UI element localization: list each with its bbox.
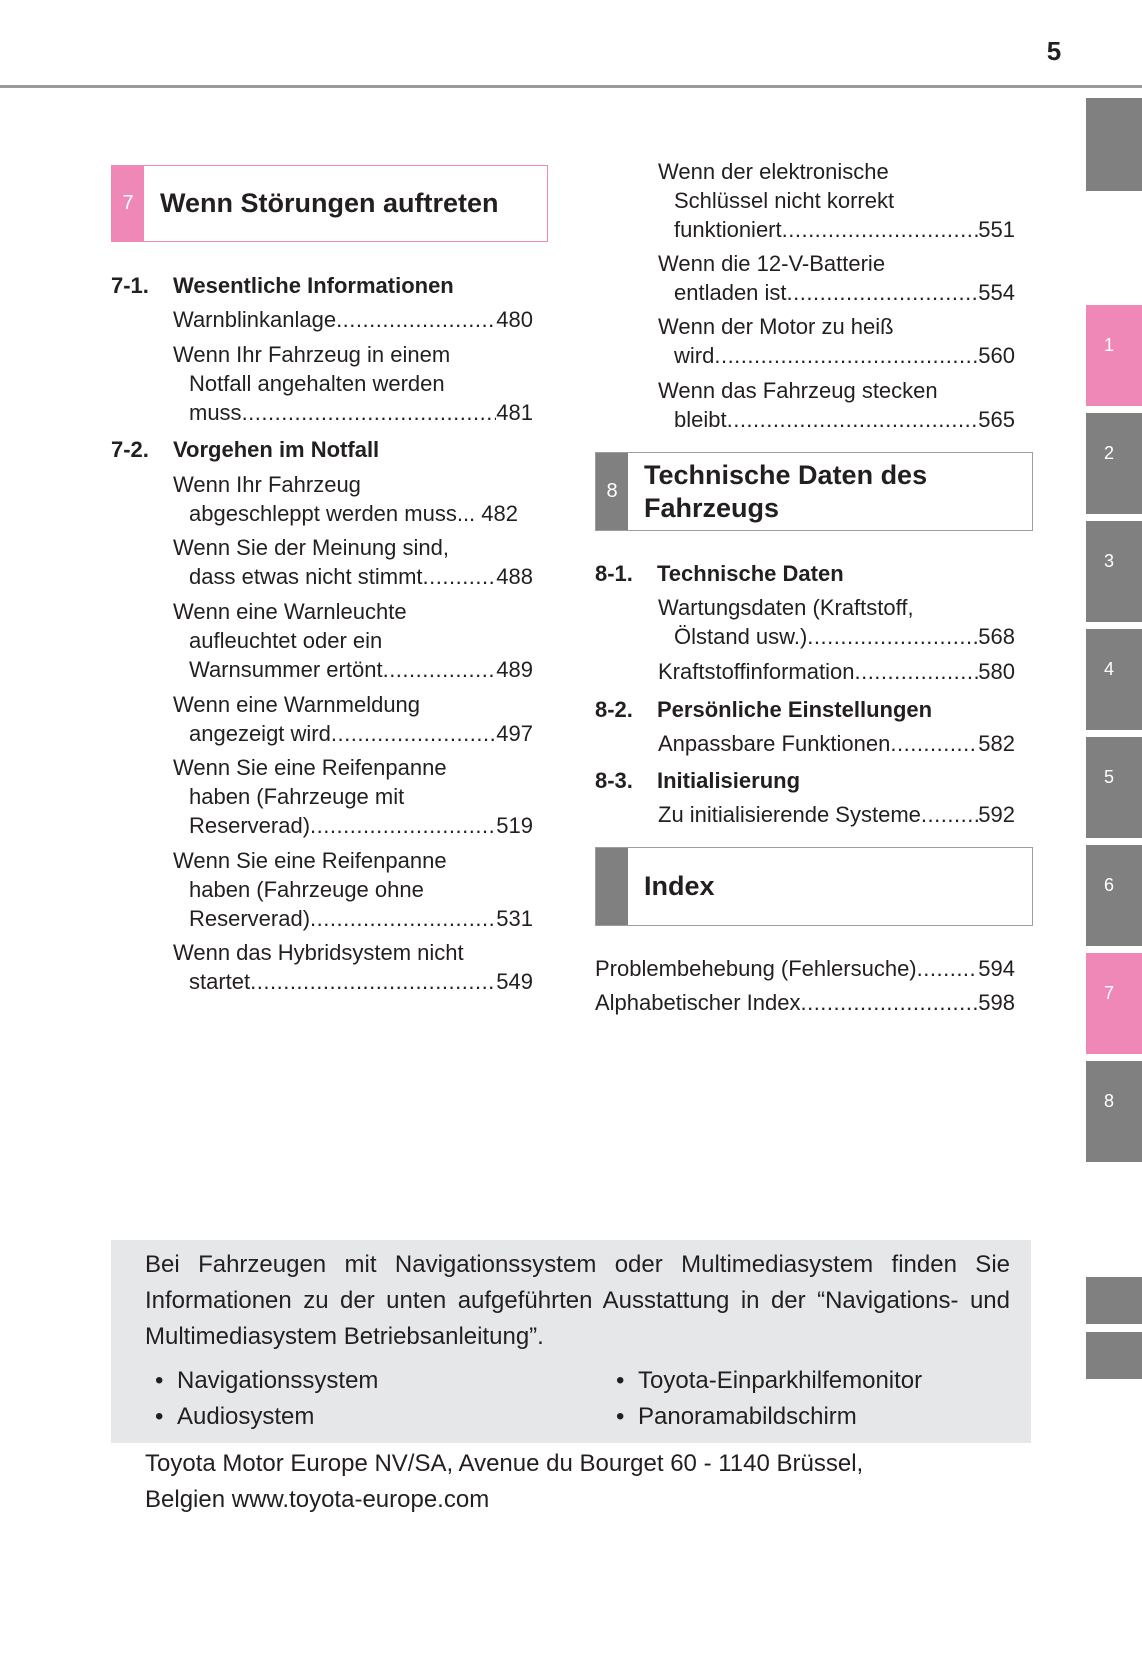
leader-dots (921, 802, 978, 828)
tab-chapter-1[interactable]: 1 (1086, 305, 1142, 406)
leader-dots (423, 564, 497, 590)
chapter-8-title (644, 453, 1024, 530)
tab-blank-bottom-1[interactable] (1086, 1277, 1142, 1324)
toc-entry-line[interactable]: Wenn eine Warnmeldung (173, 692, 421, 717)
chapter-7-header[interactable] (111, 165, 548, 242)
leader-dots (917, 956, 979, 982)
chapter-7-number: 7 (112, 166, 144, 241)
tab-chapter-3[interactable]: 3 (1086, 521, 1142, 622)
index-marker (596, 848, 628, 925)
page-ref: 594 (978, 956, 1015, 981)
toc-entry-reifenpanne-mit[interactable]: Reserverad) ..... 519 (189, 813, 533, 839)
page-ref: 568 (978, 624, 1015, 649)
toc-entry-kraftstoffinformation[interactable]: Kraftstoffinformation ..... 580 (658, 659, 1015, 685)
tab-chapter-8[interactable]: 8 (1086, 1061, 1142, 1162)
page-ref: 519 (496, 813, 533, 838)
toc-entry-reifenpanne-ohne[interactable]: Reserverad) ..... 531 (189, 906, 533, 932)
page-ref: 481 (496, 400, 533, 425)
toc-entry-warnmeldung[interactable]: angezeigt wird ..... 497 (189, 721, 533, 747)
section-7-2[interactable] (111, 437, 541, 463)
toc-entry-line[interactable]: Wenn das Hybridsystem nicht (173, 940, 464, 965)
section-8-1[interactable] (595, 561, 1025, 587)
toc-entry-motor-heiss[interactable]: wird ..... 560 (674, 343, 1015, 369)
toc-entry-warnsummer[interactable]: Warnsummer ertönt ..... 489 (189, 657, 533, 683)
tab-chapter-7[interactable]: 7 (1086, 953, 1142, 1054)
page-ref: 598 (978, 990, 1015, 1015)
leader-dots (782, 217, 979, 243)
toc-entry-line[interactable]: Wartungsdaten (Kraftstoff, (658, 595, 914, 620)
tab-chapter-2[interactable]: 2 (1086, 413, 1142, 514)
page-ref: 592 (978, 802, 1015, 827)
toc-entry-line[interactable]: Wenn Sie eine Reifenpanne (173, 755, 447, 780)
page-ref: 488 (496, 564, 533, 589)
leader-dots (787, 280, 979, 306)
note-item: Audiosystem (177, 1403, 315, 1430)
section-title: Persönliche Einstellungen (657, 697, 933, 722)
note-item: Panoramabildschirm (638, 1403, 857, 1430)
toc-entry-warnblinkanlage[interactable]: Warnblinkanlage ..... 480 (173, 307, 533, 333)
leader-dots (242, 400, 497, 426)
bullet-icon: • (155, 1367, 164, 1394)
leader-dots (331, 721, 496, 747)
toc-entry-line[interactable]: Wenn das Fahrzeug stecken (658, 378, 938, 403)
page-ref: 560 (978, 343, 1015, 368)
page-ref: 554 (978, 280, 1015, 305)
note-bullet-list (111, 1358, 1031, 1441)
chapter-7-title: Wenn Störungen auftreten (160, 188, 499, 218)
section-title: Technische Daten (657, 561, 844, 586)
tab-chapter-5[interactable]: 5 (1086, 737, 1142, 838)
page-ref: ... 482 (456, 501, 518, 526)
page-ref: 497 (496, 721, 533, 746)
index-title: Index (644, 871, 715, 901)
toc-entry-line[interactable]: Wenn Sie der Meinung sind, (173, 535, 449, 560)
page-number: 5 (1046, 36, 1062, 66)
page-ref: 582 (978, 731, 1015, 756)
toc-entry-line[interactable]: Wenn Ihr Fahrzeug in einem (173, 342, 451, 367)
toc-entry-problembehebung[interactable]: Problembehebung (Fehlersuche) ..... 594 (595, 956, 1015, 982)
toc-entry-line[interactable]: Wenn Sie eine Reifenpanne (173, 848, 447, 873)
note-item: Navigationssystem (177, 1367, 379, 1394)
bullet-icon: • (616, 1403, 625, 1430)
toc-entry-line[interactable]: Notfall angehalten werden (189, 371, 445, 396)
index-header[interactable] (595, 847, 1033, 926)
footer-line-1: Toyota Motor Europe NV/SA, Avenue du Bourget 60 - 1140 Brüssel, (145, 1450, 864, 1477)
page-ref: 580 (978, 659, 1015, 684)
section-8-3[interactable] (595, 768, 1025, 794)
section-number: 8-3. (595, 768, 633, 793)
leader-dots (800, 990, 978, 1016)
toc-entry-wartungsdaten[interactable]: Ölstand usw.) ..... 568 (674, 624, 1015, 650)
leader-dots (250, 969, 496, 995)
toc-entry-stecken[interactable]: bleibt ..... 565 (674, 407, 1015, 433)
note-row (111, 1362, 1031, 1400)
toc-entry-batterie[interactable]: entladen ist ..... 554 (674, 280, 1015, 306)
toc-entry-line[interactable]: Wenn eine Warnleuchte (173, 599, 407, 624)
bullet-icon: • (155, 1403, 164, 1430)
page-ref: 549 (496, 969, 533, 994)
tab-chapter-6[interactable]: 6 (1086, 845, 1142, 946)
leader-dots (714, 343, 978, 369)
toc-entry-schluessel[interactable]: funktioniert ..... 551 (674, 217, 1015, 243)
toc-entry-line[interactable]: Wenn der Motor zu heiß (658, 314, 894, 339)
page-ref: 551 (978, 217, 1015, 242)
publisher-footer (145, 1446, 1005, 1518)
toc-entry-hybridsystem[interactable]: startet ..... 549 (189, 969, 533, 995)
page-ref: 531 (496, 906, 533, 931)
leader-dots (727, 407, 979, 433)
toc-entry-alphabetischer-index[interactable]: Alphabetischer Index ..... 598 (595, 990, 1015, 1016)
toc-entry-line[interactable]: haben (Fahrzeuge ohne (189, 877, 424, 902)
navigation-note-box (111, 1240, 1031, 1443)
toc-entry-line[interactable]: Schlüssel nicht korrekt (674, 188, 895, 213)
toc-entry-abgeschleppt[interactable]: abgeschleppt werden muss ... 482 (189, 501, 518, 526)
section-number: 7-1. (111, 273, 149, 298)
chapter-8-title-line2: Fahrzeugs (644, 492, 780, 523)
toc-entry-initialisierende-systeme[interactable]: Zu initialisierende Systeme ..... 592 (658, 802, 1015, 828)
toc-entry-notfall[interactable]: muss ..... 481 (189, 400, 533, 426)
toc-entry-line[interactable]: haben (Fahrzeuge mit (189, 784, 405, 809)
leader-dots (807, 624, 978, 650)
leader-dots (383, 657, 497, 683)
chapter-8-header[interactable] (595, 452, 1033, 531)
tab-blank-top[interactable] (1086, 98, 1142, 191)
page-ref: 565 (978, 407, 1015, 432)
toc-entry-anpassbare-funktionen[interactable]: Anpassbare Funktionen ..... 582 (658, 731, 1015, 757)
bullet-icon: • (616, 1367, 625, 1394)
note-row (111, 1398, 1031, 1436)
leader-dots (890, 731, 978, 757)
section-title: Initialisierung (657, 768, 801, 793)
tab-blank-bottom-2[interactable] (1086, 1332, 1142, 1379)
toc-entry-line[interactable]: Wenn die 12-V-Batterie (658, 251, 886, 276)
section-7-1[interactable] (111, 273, 541, 299)
navigation-note-text: Bei Fahrzeugen mit Navigationssystem oder Multimediasystem finden Sie Informationen zu der unten aufgeführten Ausstattung in der “Navigations- und Multimediasystem Betriebsanleitung”. (145, 1251, 1010, 1350)
tab-chapter-4[interactable]: 4 (1086, 629, 1142, 730)
note-item: Toyota-Einparkhilfemonitor (638, 1367, 923, 1394)
leader-dots (336, 307, 496, 333)
footer-line-2: Belgien www.toyota-europe.com (145, 1486, 490, 1513)
toc-entry-line[interactable]: Wenn Ihr Fahrzeug (173, 472, 361, 497)
leader-dots (310, 906, 496, 932)
chapter-8-number: 8 (596, 453, 628, 530)
section-number: 8-1. (595, 561, 633, 586)
leader-dots (310, 813, 496, 839)
section-title: Vorgehen im Notfall (173, 437, 380, 462)
toc-entry-line[interactable]: Wenn der elektronische (658, 159, 889, 184)
toc-entry-nicht-stimmt[interactable]: dass etwas nicht stimmt ..... 488 (189, 564, 533, 590)
chapter-8-title-line1: Technische Daten des (644, 459, 928, 490)
toc-entry-line[interactable]: aufleuchtet oder ein (189, 628, 383, 653)
leader-dots (854, 659, 978, 685)
section-number: 8-2. (595, 697, 633, 722)
header-rule (0, 85, 1142, 88)
page-ref: 489 (496, 657, 533, 682)
section-number: 7-2. (111, 437, 149, 462)
section-8-2[interactable] (595, 697, 1025, 723)
page-ref: 480 (496, 307, 533, 332)
section-title: Wesentliche Informationen (173, 273, 454, 298)
